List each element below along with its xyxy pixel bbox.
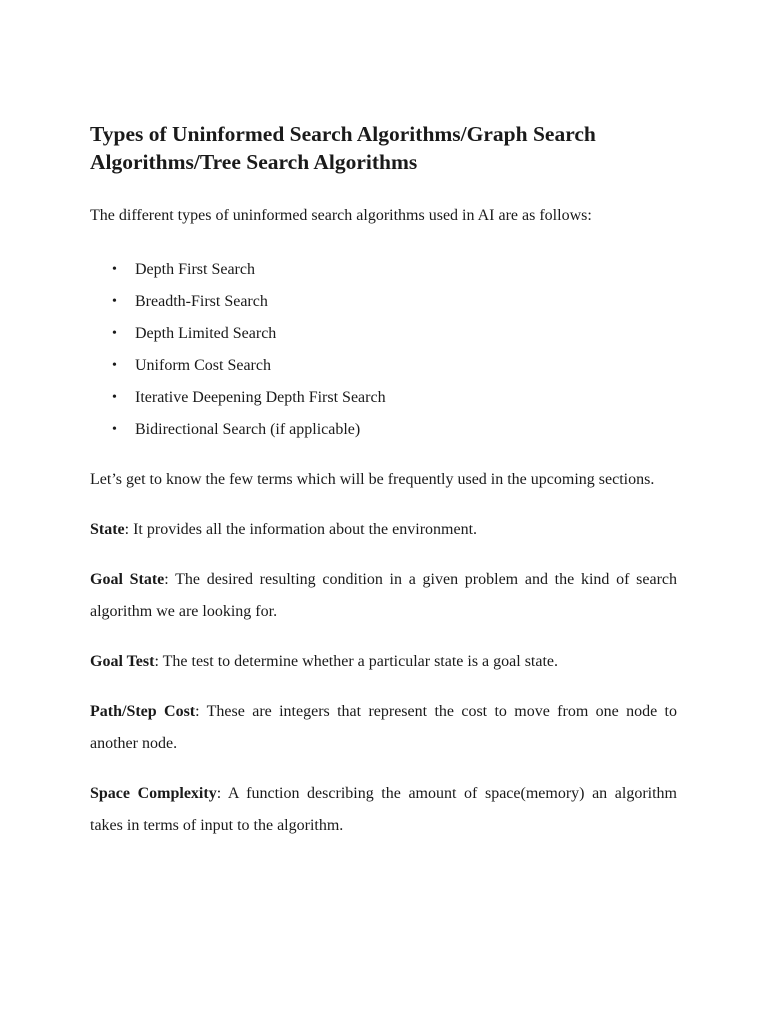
bullet-icon: • (112, 390, 117, 405)
bullet-icon: • (112, 422, 117, 437)
definition-term: Path/Step Cost (90, 703, 196, 720)
definition-space-complexity (90, 778, 677, 842)
definition-term: Space Complexity (90, 785, 217, 802)
definition-term: Goal Test (90, 653, 155, 670)
list-item-text: Depth First Search (135, 261, 255, 278)
list-item (90, 382, 677, 414)
intro-paragraph: The different types of uninformed search algorithms used in AI are as follows: (90, 207, 592, 224)
algorithm-list (90, 254, 677, 446)
list-item (90, 286, 677, 318)
list-item (90, 318, 677, 350)
list-item-text: Uniform Cost Search (135, 357, 271, 374)
list-item-text: Breadth-First Search (135, 293, 268, 310)
bullet-icon: • (112, 358, 117, 373)
definition-goal-test (90, 646, 677, 678)
definition-term: State (90, 521, 125, 538)
terms-intro-paragraph: Let’s get to know the few terms which will be frequently used in the upcoming sections. (90, 471, 655, 488)
bullet-icon: • (112, 294, 117, 309)
list-item (90, 414, 677, 446)
bullet-icon: • (112, 262, 117, 277)
definition-state (90, 514, 677, 546)
definition-text: : The test to determine whether a particular state is a goal state. (154, 653, 559, 670)
document-title: Types of Uninformed Search Algorithms/Graph Search Algorithms/Tree Search Algorithms (90, 122, 596, 174)
document-page (90, 120, 677, 860)
list-item-text: Iterative Deepening Depth First Search (135, 389, 386, 406)
definition-path-step-cost (90, 696, 677, 760)
list-item (90, 254, 677, 286)
definition-text: : It provides all the information about the environment. (124, 521, 478, 538)
definition-text: : A function describing the amount of space(memory) an algorithm takes in terms of input to the algorithm. (90, 785, 677, 834)
list-item (90, 350, 677, 382)
list-item-text: Bidirectional Search (if applicable) (135, 421, 361, 438)
definition-text: : These are integers that represent the cost to move from one node to another node. (90, 703, 677, 752)
definition-term: Goal State (90, 571, 165, 588)
definition-goal-state (90, 564, 677, 628)
list-item-text: Depth Limited Search (135, 325, 277, 342)
bullet-icon: • (112, 326, 117, 341)
definition-text: : The desired resulting condition in a given problem and the kind of search algorithm we are looking for. (90, 571, 678, 620)
